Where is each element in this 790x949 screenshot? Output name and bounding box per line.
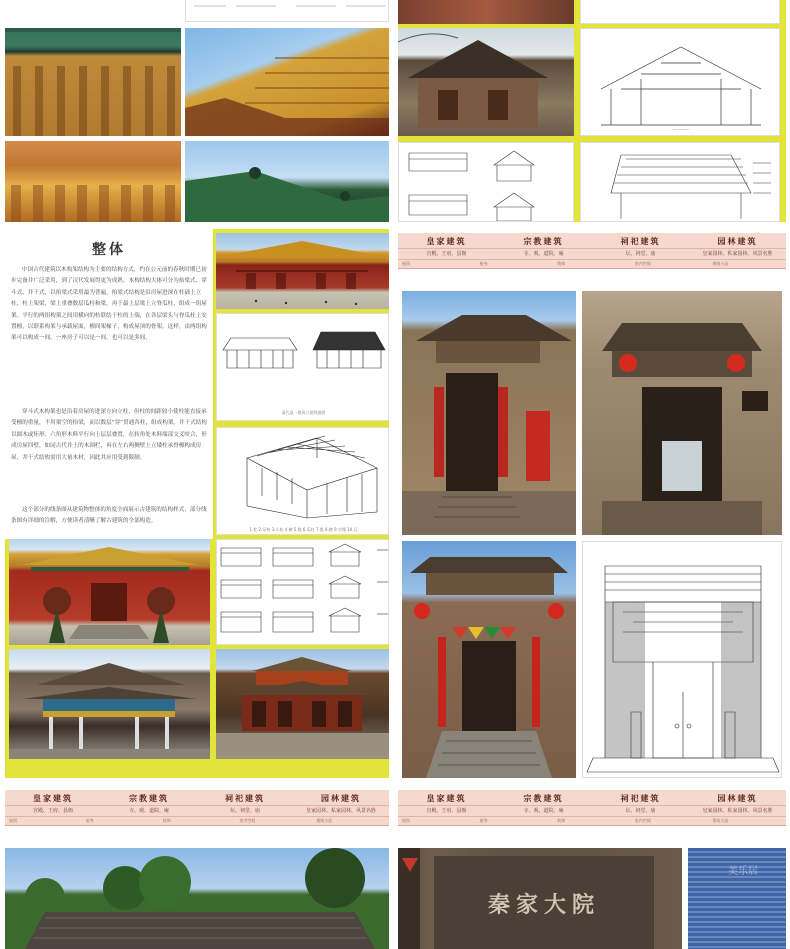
- nav-sub-religious-br: 寺、观、道院、庵: [523, 808, 564, 814]
- nav-sub-royal-br: 宫殿、王府、县衙: [426, 808, 467, 814]
- caption-facades: 清代某一建筑立面线描图: [281, 410, 326, 415]
- nav-small-body-bl: 屋身: [85, 818, 94, 823]
- nav-garden-br: 园林建筑: [717, 793, 758, 803]
- nav-religious: 宗教建筑: [523, 236, 564, 246]
- text-column: [5, 229, 213, 539]
- line-drawing-gate-elevations: [216, 539, 389, 645]
- nav-small-body-br: 屋身: [479, 818, 488, 823]
- photo-ornate-gate-lanterns: [582, 291, 782, 535]
- photo-roof-ridge-beast: [185, 141, 389, 222]
- nav-small-interior: 室内空间: [634, 261, 651, 266]
- page-top-left: [5, 0, 389, 222]
- nav-garden: 园林建筑: [717, 236, 758, 246]
- intro-paragraph-3: 这个部分的线条图从建筑物整体的角度全面展示古建筑的结构样式，部分线条图有详细的注解，方便读者清晰了解古建筑的全部构造。: [11, 507, 207, 525]
- nav-sub-garden-br: 皇家园林、私家园林、风景名胜: [702, 808, 773, 814]
- nav-small-roof-br: 屋顶: [402, 818, 410, 823]
- line-drawing-roof-section: [580, 28, 780, 136]
- plaque-title: 秦家大院: [488, 892, 601, 918]
- nav-sub-shrine-bl: 坛、祠堂、庙: [229, 808, 260, 814]
- nav-small-decor-br: 装饰: [557, 818, 566, 823]
- photo-palace-hall-red: [216, 233, 389, 309]
- nav-royal: 皇家建筑: [426, 236, 467, 246]
- page-top-right: [398, 0, 786, 222]
- nav-sub-religious-bl: 寺、观、道院、庵: [128, 808, 169, 814]
- nav-small-items-br: 建筑小品: [712, 818, 729, 823]
- nav-sub-shrine-br: 坛、祠堂、庙: [625, 808, 656, 814]
- photo-red-gate-hall: [9, 539, 210, 645]
- nav-small-items: 建筑小品: [712, 261, 729, 266]
- nav-small-decor: 装饰: [557, 261, 566, 266]
- photo-blue-shutter: [688, 848, 786, 949]
- nav-sub-garden: 皇家园林、私家园林、风景名胜: [702, 251, 773, 257]
- nav-small-interior-br: 室内空间: [634, 818, 651, 823]
- photo-gate-colorful-flags: [402, 541, 576, 778]
- nav-royal-bl: 皇家建筑: [33, 793, 73, 803]
- nav-sub-garden-bl: 皇家园林、私家园林、风景名胜: [305, 808, 376, 814]
- line-drawing-beam-frame: [216, 427, 389, 535]
- nav-shrine-bl: 祠祀建筑: [225, 793, 265, 803]
- section-title: 整体: [92, 242, 126, 258]
- line-drawing-facades: [216, 313, 389, 421]
- nav-sub-shrine: 坛、祠堂、庙: [625, 251, 656, 257]
- line-drawing-strip: [185, 0, 389, 22]
- photo-hall-trees: [5, 848, 389, 949]
- nav-small-items-bl: 建筑小品: [316, 818, 333, 823]
- page-bottom-left: [5, 786, 389, 949]
- intro-paragraph-1: 中国古代建筑以木构架结构为主要的结构方式，约在公元前的春秋时期已初步完备并广泛采用，到了汉代发展得更为成熟。木构结构大体可分为抬梁式、穿斗式、井干式，以抬梁式采用最为普遍，抬梁式结构是沿房屋进深在柱础上立柱，柱上架梁，梁上重叠数层瓜柱和梁，再于最上层梁上立脊瓜柱，组成一组屋架。平行的两组构架之间用横向的枋联结于柱的上端，在各层梁头与脊瓜柱上安置檩，以联系构架与承载屋面，檩间架椽子，构成屋顶的骨架。这样，由两组构架可以构成一间，一座房子可以是一间，也可以是多间。: [11, 267, 207, 342]
- nav-religious-br: 宗教建筑: [523, 793, 564, 803]
- nav-sub-royal-bl: 宫殿、王府、县衙: [32, 808, 73, 814]
- category-nav-bl: [5, 790, 389, 826]
- photo-two-story-hall: [216, 649, 389, 759]
- page-bottom-right: [398, 786, 786, 949]
- line-drawing-elevations: [398, 142, 574, 222]
- category-nav: [398, 233, 786, 269]
- nav-shrine-br: 祠祀建筑: [620, 793, 661, 803]
- intro-paragraph-2: 穿斗式木构架也是沿着房屋的进深方向立柱，但柱的间距较小使柱能直接承受檩的重量，不用架空的抬梁，而以数层“穿”贯通各柱，组成构架。井干式结构以圆木或矩形、六角形木料平行向上层层叠置，在转角处木料端部交叉咬合，形成房屋四壁，如同古代井上的木围栏，再在左右两侧壁上立矮柱承脊檩构成房屋，井干式结构需用大量木材，因此其应用受到限制。: [11, 409, 207, 461]
- nav-small-decor-bl: 装饰: [162, 818, 171, 823]
- nav-sub-religious: 寺、观、道院、庵: [523, 251, 564, 257]
- photo-roof-tiles-closeup: [5, 28, 181, 136]
- nav-sub-royal: 宫殿、王府、县衙: [426, 251, 467, 257]
- line-drawing-gate-elevation: [582, 541, 782, 778]
- line-drawing-roof-perspective: [580, 142, 780, 222]
- photo-brick-gate-left: [402, 291, 576, 535]
- caption-roof-section: ————: [673, 127, 689, 132]
- nav-royal-br: 皇家建筑: [426, 793, 467, 803]
- nav-small-body: 屋身: [479, 261, 488, 266]
- caption-frame: 1.柱 2.穿枋 3.斗枋 4.檩 5.椽 6.瓜柱 7.挑 8.檩 9.竹篾 10.瓦: [249, 527, 358, 532]
- line-drawing-top: [580, 0, 780, 24]
- photo-red-door-top: [398, 0, 574, 24]
- page-middle-right: [398, 229, 786, 778]
- watermark-text: 美乐居: [728, 866, 758, 877]
- nav-garden-bl: 园林建筑: [321, 793, 361, 803]
- nav-small-interior-bl: 室内空间: [239, 818, 256, 823]
- nav-religious-bl: 宗教建筑: [129, 793, 169, 803]
- photo-stone-plaque-courtyard: [398, 848, 682, 949]
- photo-golden-roof-ridge: [185, 28, 389, 136]
- photo-painted-pavilion: [9, 649, 210, 759]
- nav-shrine: 祠祀建筑: [620, 236, 661, 246]
- photo-temple-hall-grey: [398, 28, 574, 136]
- page-middle-left: [5, 229, 389, 778]
- photo-roof-eave-glazed: [5, 141, 181, 222]
- category-nav-br: [398, 790, 786, 826]
- nav-small-roof-bl: 屋顶: [9, 818, 17, 823]
- nav-small-roof: 屋顶: [402, 261, 410, 266]
